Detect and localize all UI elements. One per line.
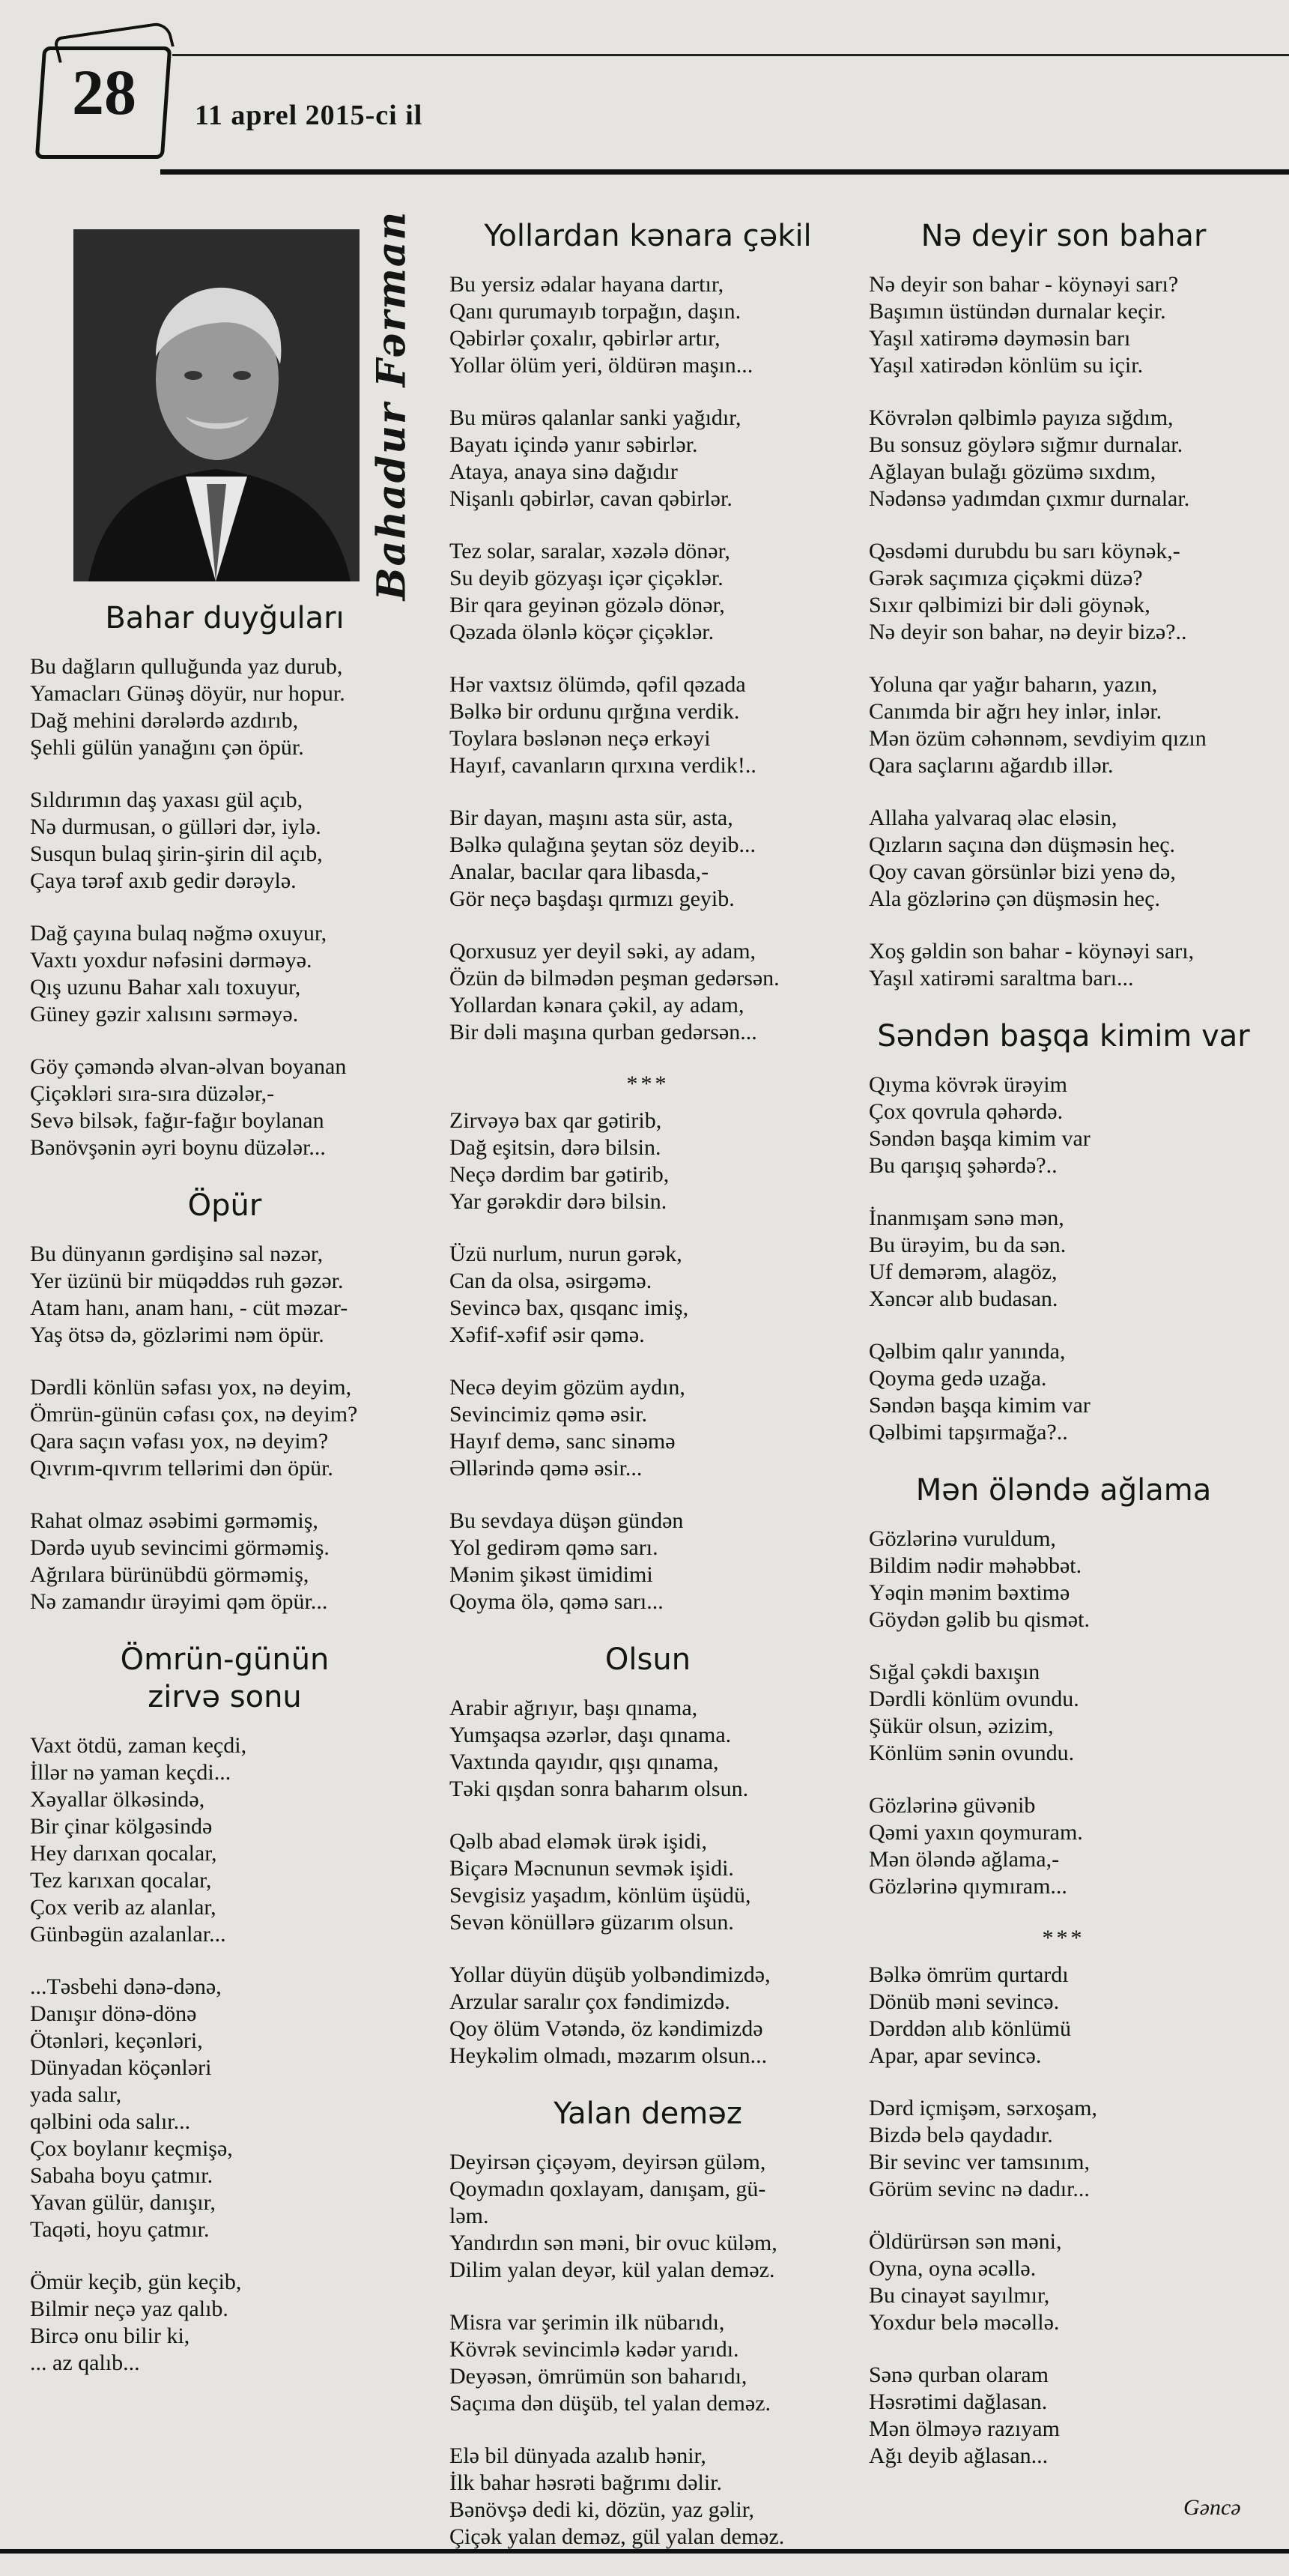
poem-title-line: zirvə sonu: [148, 1680, 302, 1714]
stanza: [869, 1205, 1258, 1313]
stanza: [30, 1053, 419, 1161]
verse-line: Dərdə uyub sevincimi görməmiş.: [30, 1535, 330, 1560]
footer-rule: [0, 2549, 1289, 2554]
verse-line: Qıvrım-qıvrım tellərimi dən öpür.: [30, 1456, 333, 1481]
stanza: [869, 2362, 1258, 2470]
poem-title: [449, 1641, 846, 1678]
stanza: [449, 1695, 846, 1803]
verse-line: Qəbirlər çoxalır, qəbirlər artır,: [449, 326, 721, 351]
poem: [449, 2095, 846, 2551]
stanza: [869, 1962, 1258, 2069]
verse-line: Çox boylanır keçmişə,: [30, 2136, 233, 2161]
page-number-badge: [35, 46, 172, 159]
verse-line: Ömür keçib, gün keçib,: [30, 2270, 242, 2294]
header-rule: [172, 54, 1289, 56]
verse-line: Qara saçlarını ağardıb illər.: [869, 753, 1114, 778]
stanza: [449, 538, 846, 646]
verse-line: Çiçəkləri sıra-sıra düzələr,-: [30, 1081, 275, 1106]
verse-line: Ağlayan bulağı gözümə sıxdım,: [869, 459, 1156, 484]
poem-title-line: Mən öləndə ağlama: [915, 1473, 1212, 1508]
verse-line: Qış uzunu Bahar xalı toxuyur,: [30, 975, 301, 1000]
verse-line: Bu sonsuz göylərə sığmır durnalar.: [869, 432, 1183, 457]
stanza: [30, 1732, 419, 1948]
verse-line: Rahat olmaz əsəbimi gərməmiş,: [30, 1508, 318, 1533]
poem: [869, 217, 1258, 992]
poem: [869, 1472, 1258, 1900]
verse-line: Gör neçə başdaşı qırmızı geyib.: [449, 886, 735, 911]
verse-line: Səndən başqa kimim var: [869, 1126, 1091, 1151]
verse-line: Gözlərinə güvənib: [869, 1793, 1036, 1818]
verse-line: Yoluna qar yağır baharın, yazın,: [869, 672, 1158, 697]
stanza: [30, 1241, 419, 1349]
verse-line: Bu dünyanın gərdişinə sal nəzər,: [30, 1242, 324, 1266]
verse-line: Nə durmusan, o gülləri dər, iylə.: [30, 814, 321, 839]
verse-line: Dərdli könlün səfası yox, nə deyim,: [30, 1375, 352, 1400]
poem-title-line: Səndən başqa kimim var: [877, 1019, 1250, 1053]
verse-line: Su deyib gözyaşı içər çiçəklər.: [449, 566, 724, 590]
verse-line: Bilmir neçə yaz qalıb.: [30, 2297, 228, 2321]
verse-line: Qızların saçına dən düşməsin heç.: [869, 832, 1176, 857]
verse-line: Mənim şikəst ümidimi: [449, 1562, 653, 1587]
verse-line: Səndən başqa kimim var: [869, 1393, 1091, 1418]
verse-line: Bir sevinc ver tamsınım,: [869, 2150, 1090, 2174]
stanza: [449, 1828, 846, 1936]
stanza: [30, 1374, 419, 1482]
poem: [869, 1018, 1258, 1446]
verse-line: İlk bahar həsrəti bağrımı dəlir.: [449, 2470, 723, 2495]
verse-line: Toylara bəslənən neçə erkəyi: [449, 726, 711, 751]
stanza: [30, 653, 419, 761]
verse-line: Uf demərəm, alagöz,: [869, 1260, 1058, 1284]
verse-line: Susqun bulaq şirin-şirin dil açıb,: [30, 841, 323, 866]
verse-line: Nədənsə yadımdan çıxmır durnalar.: [869, 486, 1190, 511]
verse-line: Ömrün-günün cəfası çox, nə deyim?: [30, 1402, 358, 1427]
verse-line: Nə deyir son bahar, nə deyir bizə?..: [869, 620, 1187, 644]
verse-line: Bir dayan, maşını asta sür, asta,: [449, 805, 733, 830]
verse-line: Bir dəli maşına qurban gedərsən...: [449, 1020, 757, 1044]
verse-line: Danışır dönə-dönə: [30, 2001, 197, 2026]
verse-line: Deyirsən çiçəyəm, deyirsən güləm,: [449, 2150, 766, 2174]
verse-line: Xəyallar ölkəsində,: [30, 1787, 205, 1812]
verse-line: Bircə onu bilir ki,: [30, 2323, 190, 2348]
stanza: [869, 1526, 1258, 1633]
stanza: [449, 938, 846, 1046]
issue-date: 11 aprel 2015-ci il: [195, 100, 423, 131]
poem: [30, 1187, 419, 1615]
poem-title: [30, 1187, 419, 1224]
verse-line: Dünyadan köçənləri: [30, 2055, 212, 2080]
verse-line: Vaxtı yoxdur nəfəsini dərməyə.: [30, 948, 312, 973]
verse-line: Bəlkə ömrüm qurtardı: [869, 1962, 1069, 1987]
verse-line: Sevincimiz qəmə əsir.: [449, 1402, 648, 1427]
verse-line: Arabir ağrıyır, başı qınama,: [449, 1696, 698, 1720]
stanza: [449, 405, 846, 513]
verse-line: Oyna, oyna əcəllə.: [869, 2256, 1037, 2281]
verse-line: Sənə qurban olaram: [869, 2362, 1049, 2387]
poem-title: [30, 599, 419, 637]
verse-line: Biçarə Məcnunun sevmək işidi.: [449, 1856, 734, 1881]
poem-title: [30, 1641, 419, 1716]
verse-line: Yumşaqsa əzərlər, daşı qınama.: [449, 1723, 732, 1747]
verse-line: Ağrılara bürünübdü görməmiş,: [30, 1562, 309, 1587]
verse-line: Ala gözlərinə çən düşməsin heç.: [869, 886, 1161, 911]
stanza: [869, 1071, 1258, 1179]
verse-line: Qanı qurumayıb torpağın, daşın.: [449, 299, 741, 324]
stanza: [869, 671, 1258, 779]
stanza: [30, 787, 419, 895]
stanza: [30, 2269, 419, 2377]
verse-line: Dərdli könlüm ovundu.: [869, 1687, 1079, 1711]
verse-line: Qəzada ölənlə köçər çiçəklər.: [449, 620, 715, 644]
poem-separator: ***: [626, 1071, 670, 1096]
column-right: [869, 217, 1258, 2495]
stanza: [869, 2228, 1258, 2336]
verse-line: Yəqin mənim bəxtimə: [869, 1580, 1070, 1605]
verse-line: ...Təsbehi dənə-dənə,: [30, 1974, 222, 1999]
verse-line: Nişanlı qəbirlər, cavan qəbirlər.: [449, 486, 733, 511]
verse-line: Tez solar, saralar, xəzələ dönər,: [449, 539, 730, 563]
verse-line: Gözlərinə qıymıram...: [869, 1874, 1067, 1899]
verse-line: Sıldırımın daş yaxası gül açıb,: [30, 787, 303, 812]
verse-line: Qoyma gedə uzağa.: [869, 1366, 1047, 1391]
verse-line: Qəlbimi tapşırmağa?..: [869, 1420, 1068, 1445]
stanza: [449, 1508, 846, 1615]
poem: [869, 1926, 1258, 2470]
stanza: [869, 938, 1258, 992]
stanza: [869, 1338, 1258, 1446]
stanza: [449, 1962, 846, 2069]
verse-line: Bu qarışıq şəhərdə?..: [869, 1153, 1058, 1178]
verse-line: Çox verib az alanlar,: [30, 1895, 216, 1920]
verse-line: Bu ürəyim, bu da sən.: [869, 1233, 1067, 1257]
stanza: [869, 2095, 1258, 2203]
verse-line: Yaşıl xatirədən könlüm su içir.: [869, 353, 1144, 378]
verse-line: Misra var şerimin ilk nübarıdı,: [449, 2310, 725, 2335]
verse-line: Mən öləndə ağlama,-: [869, 1847, 1060, 1872]
verse-line: Dönüb məni sevincə.: [869, 1989, 1060, 2014]
verse-line: Qıyma kövrək ürəyim: [869, 1072, 1067, 1097]
verse-line: Xəfif-xəfif əsir qəmə.: [449, 1322, 645, 1347]
stanza: [449, 671, 846, 779]
verse-line: Bu mürəs qalanlar sanki yağıdır,: [449, 405, 741, 430]
verse-line: Sevincə bax, qısqanc imiş,: [449, 1295, 689, 1320]
verse-line: Üzü nurlum, nurun gərək,: [449, 1242, 682, 1266]
verse-line: Xoş gəldin son bahar - köynəyi sarı,: [869, 939, 1195, 964]
header-divider: [160, 169, 1289, 175]
verse-line: Bayatı içində yanır səbirlər.: [449, 432, 698, 457]
verse-line: Can da olsa, əsirgəmə.: [449, 1269, 652, 1293]
verse-line: Qəmi yaxın qoymuram.: [869, 1820, 1083, 1845]
verse-line: Şükür olsun, əzizim,: [869, 1714, 1054, 1738]
verse-line: Necə deyim gözüm aydın,: [449, 1375, 685, 1400]
stanza: [30, 1974, 419, 2243]
verse-line: Sevə bilsək, fağır-fağır boylanan: [30, 1108, 324, 1133]
verse-line: Yavan gülür, danışır,: [30, 2190, 216, 2215]
stanza: [869, 538, 1258, 646]
author-photo: [73, 229, 360, 581]
verse-line: Dağ eşitsin, dərə bilsin.: [449, 1135, 661, 1160]
verse-line: Zirvəyə bax qar gətirib,: [449, 1108, 662, 1133]
verse-line: Tez karıxan qocalar,: [30, 1868, 212, 1893]
author-name: Bahadur Fərman: [368, 210, 415, 601]
verse-line: İnanmışam sənə mən,: [869, 1206, 1064, 1230]
verse-line: Hayıf, cavanların qırxına verdik!..: [449, 753, 756, 778]
verse-line: Özün də bilmədən peşman gedərsən.: [449, 966, 780, 991]
verse-line: Qoy ölüm Vətəndə, öz kəndimizdə: [449, 2016, 763, 2041]
verse-line: Qorxusuz yer deyil səki, ay adam,: [449, 939, 756, 964]
verse-line: Başımın üstündən durnalar keçir.: [869, 299, 1166, 324]
verse-line: Sevən könüllərə güzarım olsun.: [449, 1910, 734, 1935]
verse-line: Canımda bir ağrı hey inlər, inlər.: [869, 699, 1162, 724]
poem-separator: ***: [1042, 1926, 1085, 1950]
verse-line: Gözlərinə vuruldum,: [869, 1526, 1056, 1551]
verse-line: Ötənləri, keçənləri,: [30, 2028, 203, 2053]
poem: [449, 1071, 846, 1615]
verse-line: Yollardan kənara çəkil, ay adam,: [449, 993, 744, 1018]
verse-line: Dərddən alıb könlümü: [869, 2016, 1071, 2041]
verse-line: Hayıf demə, sanc sinəmə: [449, 1429, 676, 1454]
verse-line: Bildim nədir məhəbbət.: [869, 1553, 1082, 1578]
verse-line: Saçıma dən düşüb, tel yalan deməz.: [449, 2391, 771, 2416]
verse-line: Həsrətimi dağlasan.: [869, 2389, 1048, 2414]
verse-line: Günbəgün azalanlar...: [30, 1922, 226, 1947]
verse-line: Sıxır qəlbimizi bir dəli göynək,: [869, 593, 1150, 617]
verse-line: Yer üzünü bir müqəddəs ruh gəzər.: [30, 1269, 344, 1293]
verse-line: Elə bil dünyada azalıb hənir,: [449, 2443, 706, 2468]
verse-line: Qoy cavan görsünlər bizi yenə də,: [869, 859, 1176, 884]
stanza: [30, 1508, 419, 1615]
poem-title: [449, 217, 846, 255]
poem: [30, 1641, 419, 2377]
verse-line: Allaha yalvaraq əlac eləsin,: [869, 805, 1117, 830]
verse-line: Vaxtında qayıdır, qışı qınama,: [449, 1750, 719, 1774]
verse-line: Dərd içmişəm, sərxoşam,: [869, 2096, 1097, 2120]
verse-line: Kövrələn qəlbimlə payıza sığdım,: [869, 405, 1174, 430]
verse-line: Yollar ölüm yeri, öldürən maşın...: [449, 353, 753, 378]
poem-title: [869, 217, 1258, 255]
verse-line: Qoyma ölə, qəmə sarı...: [449, 1589, 664, 1614]
verse-line: Hey darıxan qocalar,: [30, 1841, 217, 1866]
verse-line: Könlüm sənin ovundu.: [869, 1741, 1075, 1765]
verse-line: Qəlb abad eləmək ürək işidi,: [449, 1829, 708, 1854]
stanza: [449, 1241, 846, 1349]
stanza: [449, 2149, 846, 2284]
verse-line: Təki qışdan sonra baharım olsun.: [449, 1777, 749, 1801]
stanza: [449, 1374, 846, 1482]
verse-line: Ağı deyib ağlasan...: [869, 2443, 1049, 2468]
verse-line: Bu dağların qulluğunda yaz durub,: [30, 654, 343, 679]
verse-line: Çaya tərəf axıb gedir dərəylə.: [30, 868, 297, 893]
verse-line: Öldürürsən sən məni,: [869, 2229, 1062, 2254]
verse-line: Yollar düyün düşüb yolbəndimizdə,: [449, 1962, 771, 1987]
poem-title: [869, 1018, 1258, 1055]
poem-title-line: Yalan deməz: [553, 2096, 742, 2131]
verse-line: Dilim yalan deyər, kül yalan deməz.: [449, 2258, 775, 2282]
verse-line: ... az qalıb...: [30, 2350, 140, 2375]
verse-line: Bir çinar kölgəsində: [30, 1814, 213, 1839]
verse-line: Hər vaxtsız ölümdə, qəfil qəzada: [449, 672, 746, 697]
verse-line: Dağ mehini dərələrdə azdırıb,: [30, 708, 299, 733]
verse-line: Yamacları Günəş döyür, nur hopur.: [30, 681, 345, 706]
page-number: 28: [71, 56, 136, 128]
verse-line: Yaş ötsə də, gözlərimi nəm öpür.: [30, 1322, 324, 1347]
verse-line: Mən özüm cəhənnəm, sevdiyim qızın: [869, 726, 1207, 751]
stanza: [869, 405, 1258, 513]
stanza: [449, 2309, 846, 2417]
verse-line: Bir qara geyinən gözələ dönər,: [449, 593, 725, 617]
verse-line: Ataya, anaya sinə dağıdır: [449, 459, 678, 484]
verse-line: Arzular saralır çox fəndimizdə.: [449, 1989, 730, 2014]
verse-line: Vaxt ötdü, zaman keçdi,: [30, 1733, 247, 1758]
signature-place: Gəncə: [1183, 2495, 1241, 2520]
verse-line: Yandırdın sən məni, bir ovuc küləm,: [449, 2231, 777, 2255]
verse-line: Qəlbim qalır yanında,: [869, 1339, 1066, 1364]
poem-title-line: Olsun: [604, 1642, 691, 1677]
stanza: [869, 1659, 1258, 1767]
verse-line: Mən ölməyə razıyam: [869, 2416, 1060, 2441]
verse-line: Xəncər alıb budasan.: [869, 1287, 1058, 1311]
verse-line: Güney gəzir xalısını sərməyə.: [30, 1002, 299, 1027]
poem: [30, 599, 419, 1161]
stanza: [449, 1107, 846, 1215]
verse-line: Şehli gülün yanağını çən öpür.: [30, 735, 304, 760]
verse-line: İllər nə yaman keçdi...: [30, 1760, 231, 1785]
verse-line: Yaşıl xatirəmə dəyməsin barı: [869, 326, 1131, 351]
verse-line: Çiçək yalan deməz, gül yalan deməz.: [449, 2524, 785, 2549]
verse-line: Bu sevdaya düşən gündən: [449, 1508, 684, 1533]
verse-line: Bu yersiz ədalar hayana dartır,: [449, 272, 724, 297]
verse-line: qəlbini oda salır...: [30, 2109, 191, 2134]
verse-line: Bu cinayət sayılmır,: [869, 2283, 1050, 2308]
verse-line: Qoymadın qoxlayam, danışam, gü-: [449, 2177, 766, 2201]
poem-title-line: Bahar duyğuları: [105, 601, 345, 635]
verse-line: Yoxdur belə məcəllə.: [869, 2310, 1060, 2335]
verse-line: Görüm sevinc nə dadır...: [869, 2177, 1090, 2201]
stanza: [449, 2443, 846, 2551]
verse-line: yada salır,: [30, 2082, 122, 2107]
poem-title: [869, 1472, 1258, 1509]
stanza: [869, 1792, 1258, 1900]
poem-title-line: Öpür: [187, 1188, 262, 1223]
stanza: [30, 920, 419, 1028]
column-middle: [449, 217, 846, 2576]
verse-line: Bizdə belə qaydadır.: [869, 2123, 1053, 2147]
stanza: [869, 271, 1258, 379]
verse-line: Bəlkə qulağına şeytan söz deyib...: [449, 832, 756, 857]
verse-line: Apar, apar sevincə.: [869, 2043, 1042, 2068]
verse-line: Bəlkə bir ordunu qırğına verdik.: [449, 699, 740, 724]
verse-line: Nə zamandır ürəyimi qəm öpür...: [30, 1589, 328, 1614]
poem-title-line: Ömrün-günün: [120, 1642, 330, 1677]
verse-line: Qara saçın vəfası yox, nə deyim?: [30, 1429, 329, 1454]
poem: [449, 1641, 846, 2069]
verse-line: Bənövşənin əyri boynu düzələr...: [30, 1135, 326, 1160]
verse-line: Yaşıl xatirəmi saraltma barı...: [869, 966, 1134, 991]
verse-line: Atam hanı, anam hanı, - cüt məzar-: [30, 1295, 348, 1320]
verse-line: Nə deyir son bahar - köynəyi sarı?: [869, 272, 1179, 297]
author-portrait-image: [73, 229, 360, 581]
poem: [449, 217, 846, 1046]
verse-line: Qəsdəmi durubdu bu sarı köynək,-: [869, 539, 1180, 563]
verse-line: Göydən gəlib bu qismət.: [869, 1607, 1090, 1632]
verse-line: Əllərində qəmə əsir...: [449, 1456, 643, 1481]
verse-line: Sevgisiz yaşadım, könlüm üşüdü,: [449, 1883, 751, 1908]
verse-line: Heykəlim olmadı, məzarım olsun...: [449, 2043, 768, 2068]
poem-title-line: Nə deyir son bahar: [921, 219, 1207, 253]
verse-line: Göy çəməndə əlvan-əlvan boyanan: [30, 1054, 347, 1079]
verse-line: Yol gedirəm qəmə sarı.: [449, 1535, 658, 1560]
verse-line: Gərək saçımıza çiçəkmi düzə?: [869, 566, 1143, 590]
verse-line: Çox qovrula qəhərdə.: [869, 1099, 1064, 1124]
verse-line: Analar, bacılar qara libasda,-: [449, 859, 709, 884]
verse-line: Neçə dərdim bar gətirib,: [449, 1162, 670, 1187]
verse-line: Kövrək sevincimlə kədər yarıdı.: [449, 2337, 739, 2362]
verse-line: Deyəsən, ömrümün son baharıdı,: [449, 2364, 747, 2389]
poem-title: [449, 2095, 846, 2132]
verse-line: Yar gərəkdir dərə bilsin.: [449, 1189, 667, 1214]
verse-line: ləm.: [449, 2204, 489, 2228]
column-left: [30, 599, 419, 2402]
verse-line: Sığal çəkdi baxışın: [869, 1660, 1040, 1684]
stanza: [869, 805, 1258, 913]
verse-line: Sabaha boyu çatmır.: [30, 2163, 213, 2188]
verse-line: Taqəti, hoyu çatmır.: [30, 2217, 210, 2242]
stanza: [449, 805, 846, 913]
poem-title-line: Yollardan kənara çəkil: [484, 219, 812, 253]
stanza: [449, 271, 846, 379]
verse-line: Bənövşə dedi ki, dözün, yaz gəlir,: [449, 2497, 755, 2522]
verse-line: Dağ çayına bulaq nəğmə oxuyur,: [30, 921, 327, 946]
